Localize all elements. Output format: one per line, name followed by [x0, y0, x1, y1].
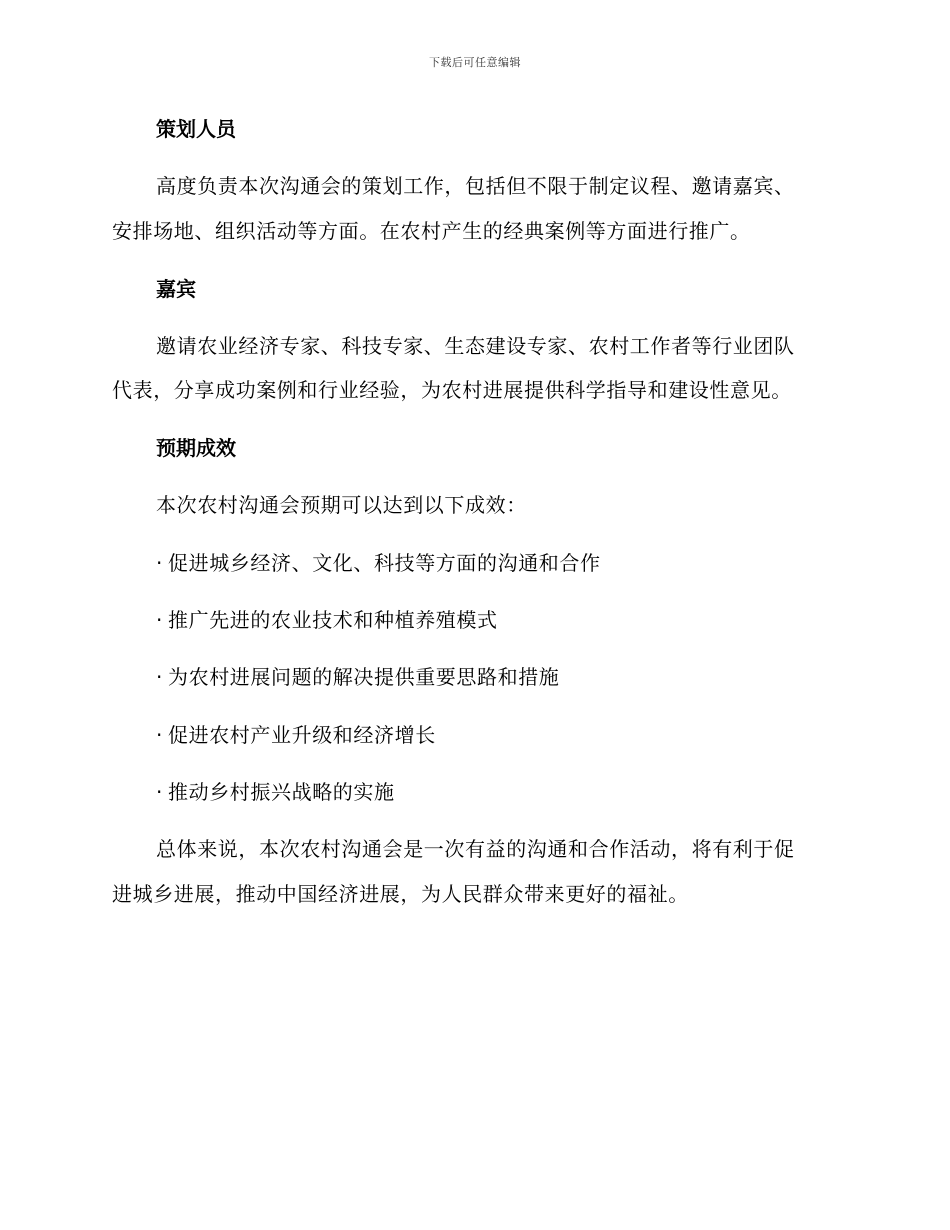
list-item	[156, 541, 876, 585]
list-item-text: 为农村进展问题的解决提供重要思路和措施	[168, 665, 560, 689]
list-item-text: 促进农村产业升级和经济增长	[168, 723, 436, 747]
planner-paragraph-line-2: 安排场地、组织活动等方面。在农村产生的经典案例等方面进行推广。	[112, 219, 751, 243]
bullet-marker: ·	[156, 780, 163, 804]
list-item-text: 促进城乡经济、文化、科技等方面的沟通和合作	[168, 551, 601, 575]
summary-paragraph-line-2: 进城乡进展，推动中国经济进展，为人民群众带来更好的福祉。	[112, 882, 689, 906]
list-item	[156, 713, 876, 757]
list-item-text: 推广先进的农业技术和种植养殖模式	[168, 608, 498, 632]
bullet-marker: ·	[156, 608, 163, 632]
list-item	[156, 770, 876, 814]
page-header: 下载后可任意编辑	[429, 56, 521, 69]
list-item-text: 推动乡村振兴战略的实施	[168, 780, 395, 804]
list-item	[156, 598, 876, 642]
section-heading-planner: 策划人员	[156, 117, 236, 141]
bullet-marker: ·	[156, 723, 163, 747]
guests-paragraph-line-1: 邀请农业经济专家、科技专家、生态建设专家、农村工作者等行业团队	[156, 334, 795, 358]
bullet-marker: ·	[156, 665, 163, 689]
list-item	[156, 655, 876, 699]
section-heading-guests: 嘉宾	[156, 277, 196, 301]
summary-paragraph-line-1: 总体来说，本次农村沟通会是一次有益的沟通和合作活动，将有利于促	[156, 837, 795, 861]
planner-paragraph-line-1: 高度负责本次沟通会的策划工作，包括但不限于制定议程、邀请嘉宾、	[156, 174, 795, 198]
outcomes-intro: 本次农村沟通会预期可以达到以下成效：	[156, 493, 527, 517]
bullet-marker: ·	[156, 551, 163, 575]
section-heading-outcomes: 预期成效	[156, 436, 236, 460]
guests-paragraph-line-2: 代表，分享成功案例和行业经验，为农村进展提供科学指导和建设性意见。	[112, 378, 792, 402]
